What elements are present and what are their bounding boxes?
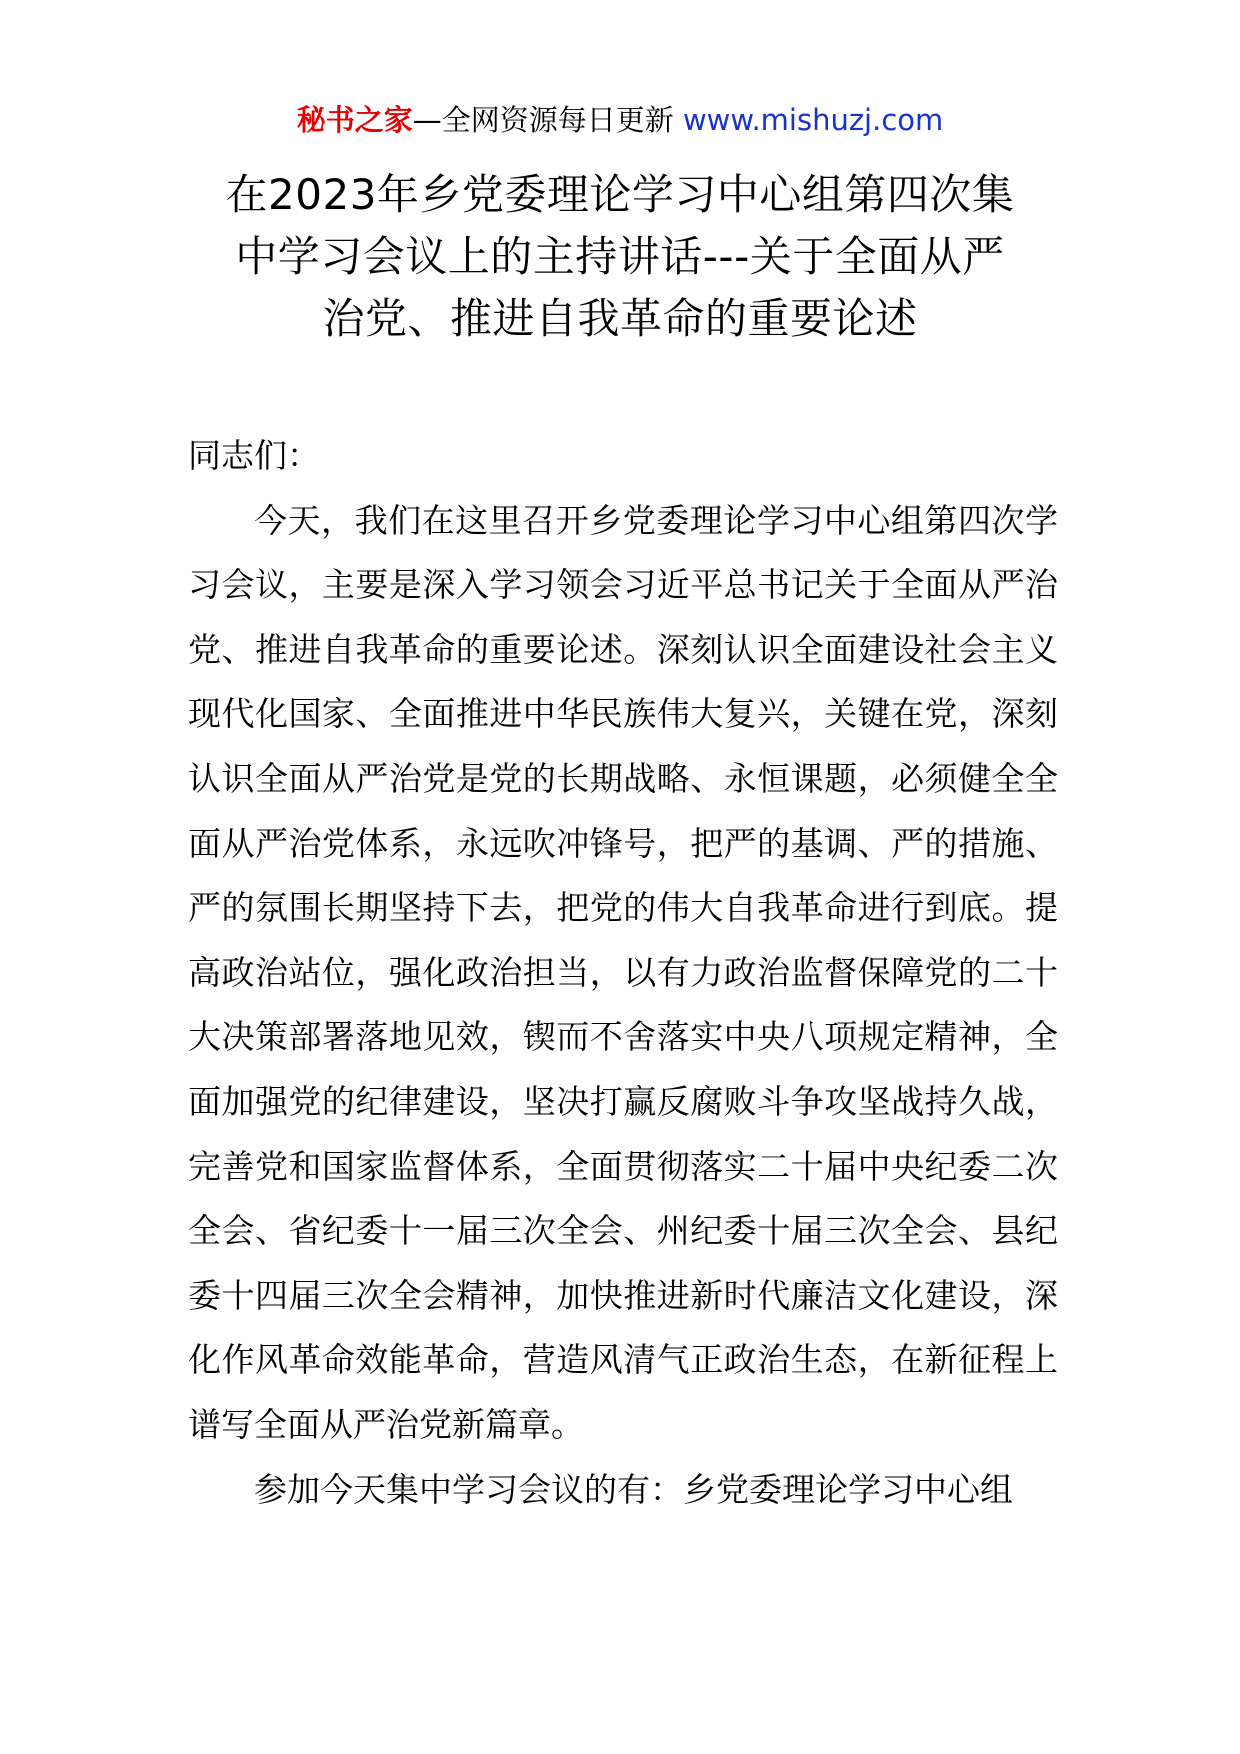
site-header (0, 100, 1240, 140)
salutation: 同志们： (188, 436, 320, 475)
title-line-3: 治党、推进自我革命的重要论述 (322, 294, 918, 343)
title-line-2: 中学习会议上的主持讲话---关于全面从严 (235, 232, 1005, 281)
site-url-link[interactable]: www.mishuzj.com (682, 103, 944, 137)
document-body (188, 424, 1058, 1522)
paragraph-2: 参加今天集中学习会议的有：乡党委理论学习中心组 (254, 1469, 1013, 1509)
document-title (190, 164, 1050, 350)
title-line-1: 在2023年乡党委理论学习中心组第四次集 (225, 170, 1015, 219)
header-tagline: —全网资源每日更新 (412, 103, 674, 137)
paragraph-1: 今天，我们在这里召开乡党委理论学习中心组第四次学习会议，主要是深入学习领会习近平总书记关于全面从严治党、推进自我革命的重要论述。深刻认识全面建设社会主义现代化国家、全面推进中华民族伟大复兴，关键在党，深刻认识全面从严治党是党的长期战略、永恒课题，必须健全全面从严治党体系，永远吹冲锋号，把严的基调、严的措施、严的氛围长期坚持下去，把党的伟大自我革命进行到底。提高政治站位，强化政治担当，以有力政治监督保障党的二十大决策部署落地见效，锲而不舍落实中央八项规定精神，全面加强党的纪律建设，坚决打赢反腐败斗争攻坚战持久战，完善党和国家监督体系，全面贯彻落实二十届中央纪委二次全会、省纪委十一届三次全会、州纪委十届三次全会、县纪委十四届三次全会精神，加快推进新时代廉洁文化建设，深化作风革命效能革命，营造风清气正政治生态，在新征程上谱写全面从严治党新篇章。 (188, 500, 1058, 1444)
brand-name: 秘书之家 (296, 103, 413, 137)
